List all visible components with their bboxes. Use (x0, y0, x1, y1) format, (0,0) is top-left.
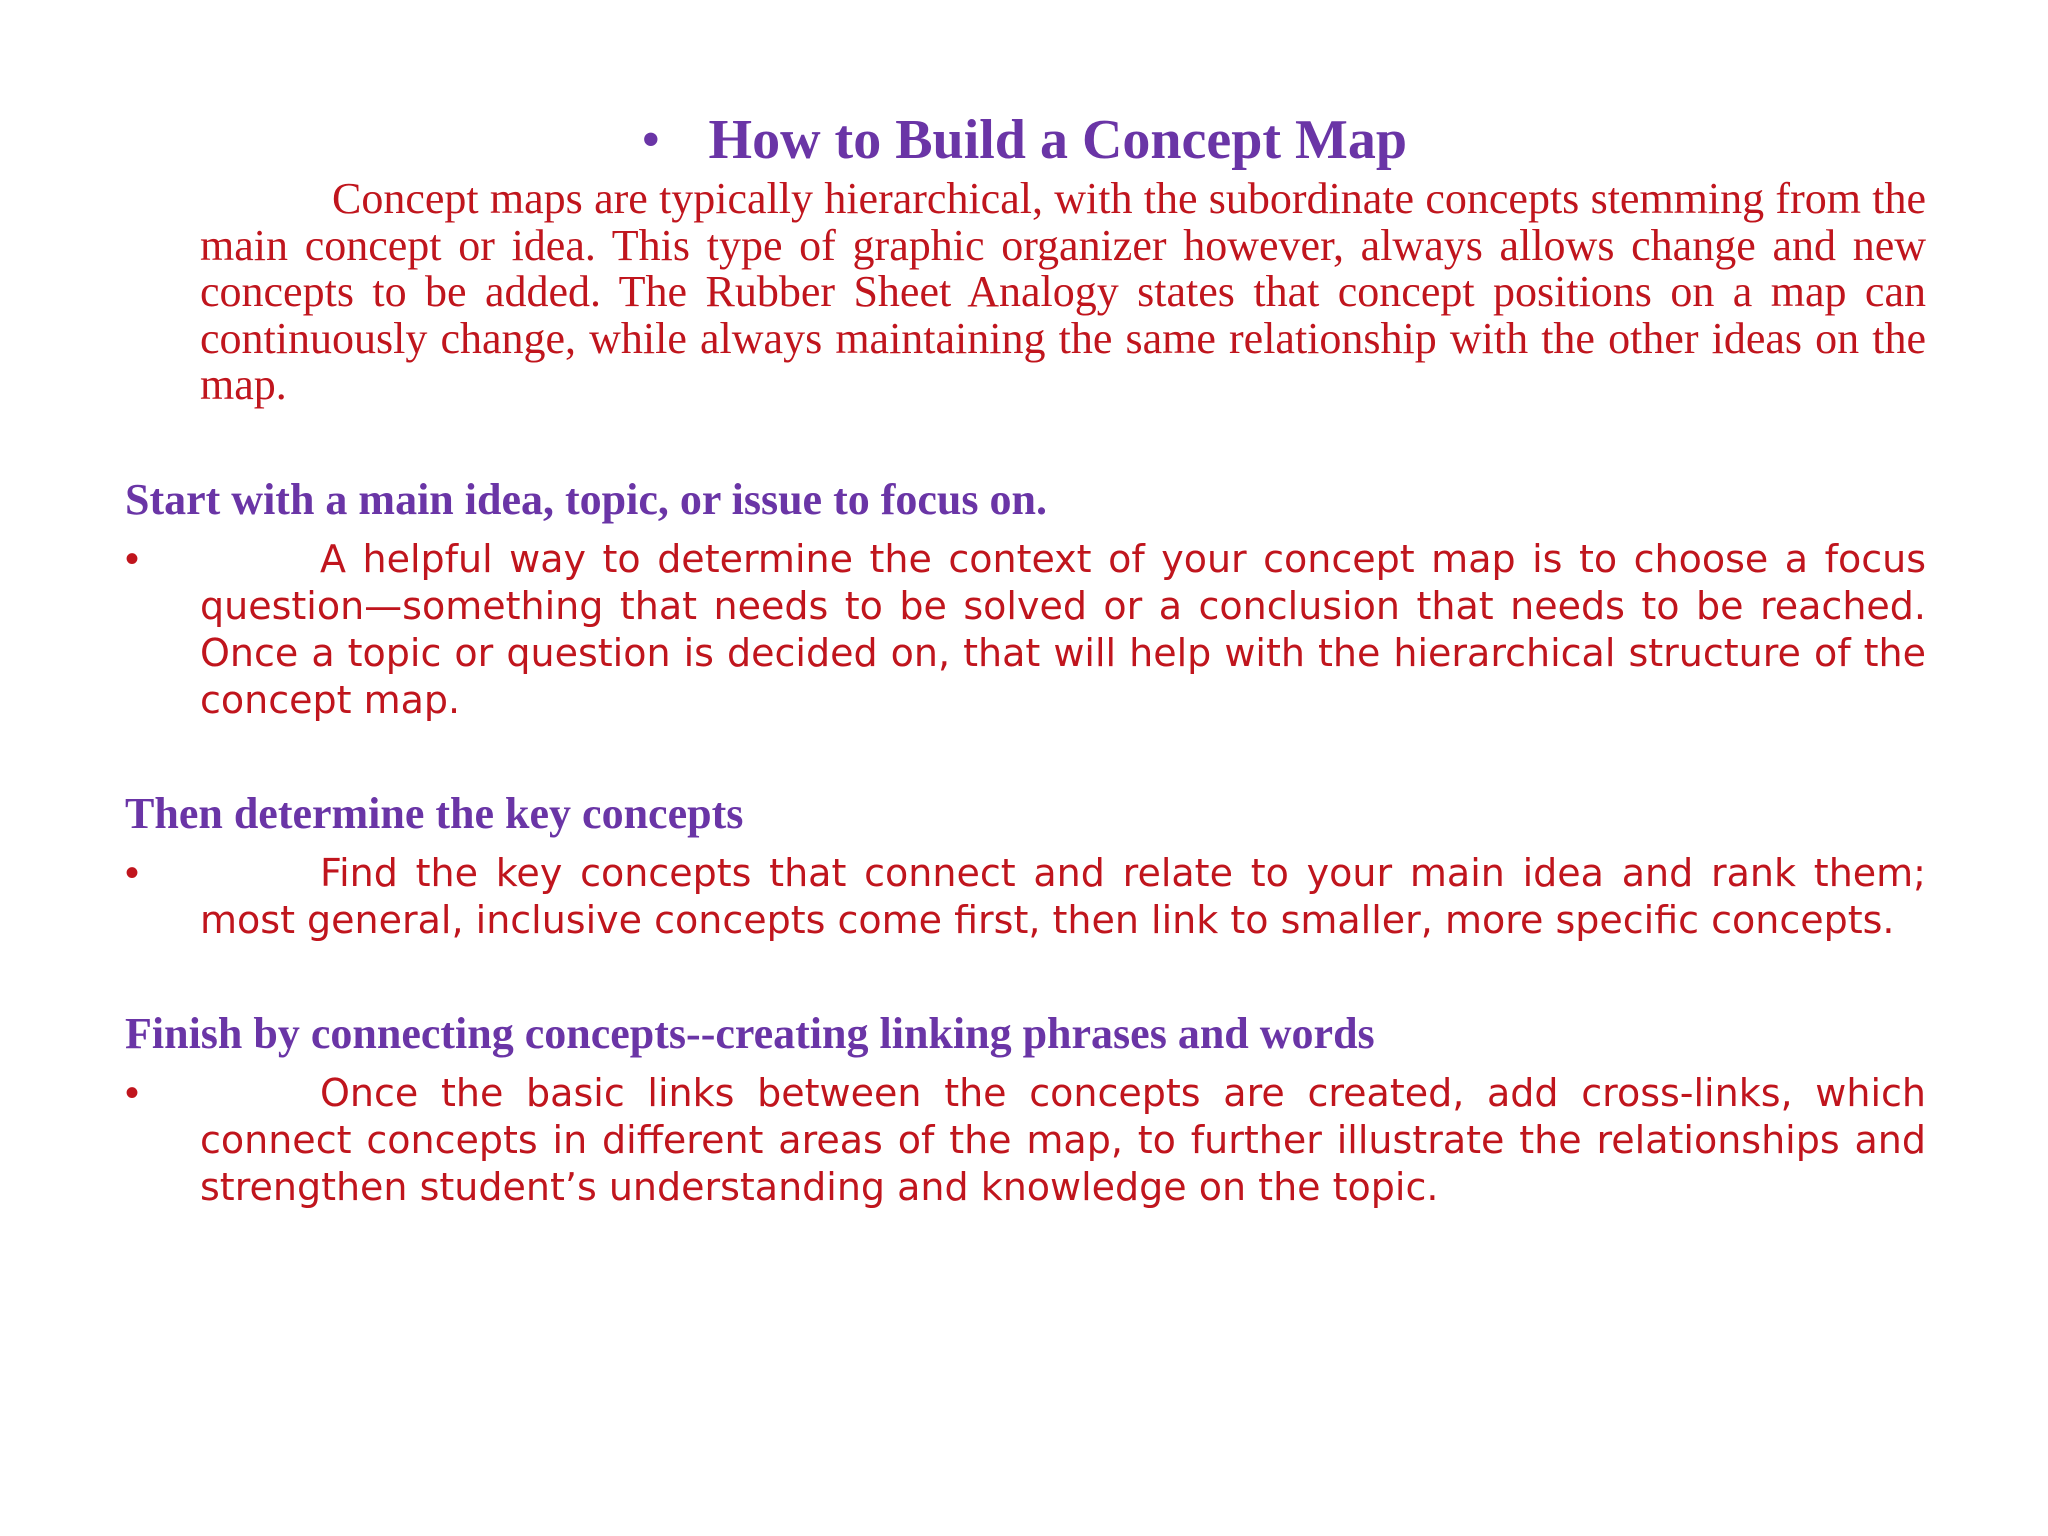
bullet-text: Find the key concepts that connect and relate to your main idea and rank them; most general, inclusive concepts come first, then link to smaller, more specific concepts. (200, 851, 1926, 942)
bullet-dot: • (125, 1071, 140, 1115)
section-heading-connecting: Finish by connecting concepts--creating linking phrases and words (125, 1009, 1375, 1058)
bullet-dot: • (125, 537, 140, 581)
section-heading-key-concepts: Then determine the key concepts (125, 789, 744, 838)
bullet-text: A helpful way to determine the context of your concept map is to choose a focus question—something that needs to be solved or a conclusion that needs to be reached. Once a topic or question is decided on, that will help with the hierarchical structure of the concept map. (200, 537, 1926, 722)
bullet-dot: • (125, 851, 140, 895)
section-heading-main-idea: Start with a main idea, topic, or issue to focus on. (125, 475, 1047, 524)
title-bullet: • (640, 109, 661, 171)
bullet-text: Once the basic links between the concepts are created, add cross-links, which connect concepts in different areas of the map, to further illustrate the relationships and strengthen student’s understanding and knowledge on the topic. (200, 1071, 1926, 1209)
title-text: How to Build a Concept Map (708, 109, 1408, 171)
slide-title (0, 100, 2048, 180)
intro-paragraph: Concept maps are typically hierarchical, with the subordinate concepts stemming from the main concept or idea. This type of graphic organizer however, always allows change and new concepts to be added. The Rubber Sheet Analogy states that concept positions on a map can continuously change, while always maintaining the same relationship with the other ideas on the map. (200, 174, 1926, 409)
